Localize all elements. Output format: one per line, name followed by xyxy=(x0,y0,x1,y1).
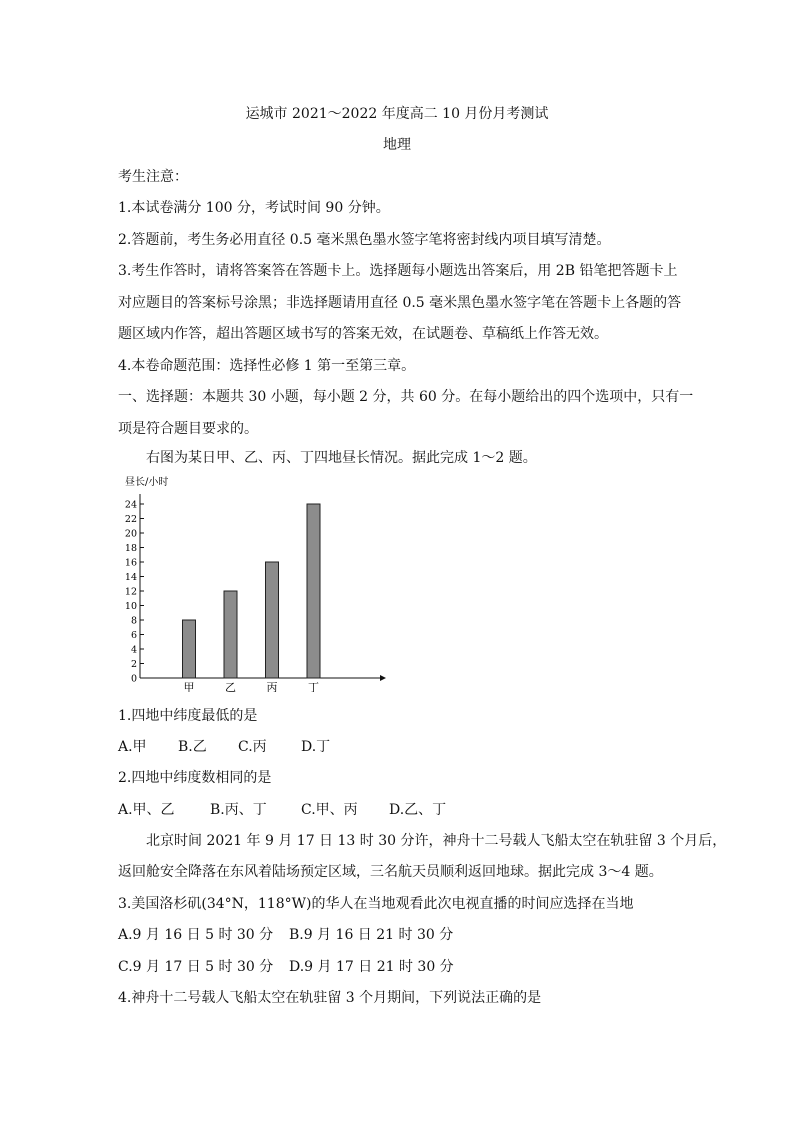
exam-title: 运城市 2021～2022 年度高二 10 月份月考测试 xyxy=(245,106,549,122)
y-tick-label: 6 xyxy=(130,630,137,641)
x-tick-label: 乙 xyxy=(225,681,236,692)
y-tick-label: 22 xyxy=(124,514,137,525)
bars xyxy=(183,504,321,678)
notice-item: 对应题目的答案标号涂黑；非选择题请用直径 0.5 毫米黑色墨水签字笔在答题卡上各题的答 xyxy=(118,295,682,311)
y-tick-label: 20 xyxy=(124,528,137,540)
question-2-options xyxy=(118,800,794,820)
option-b[interactable]: B.乙 xyxy=(178,739,207,755)
option-c[interactable]: C.甲、丙 xyxy=(301,802,358,818)
bar-1 xyxy=(183,620,196,678)
y-tick-label: 10 xyxy=(124,601,137,612)
option-b[interactable]: B.9 月 16 日 21 时 30 分 xyxy=(289,927,454,943)
notice-item: 2.答题前，考生务必用直径 0.5 毫米黑色墨水签字笔将密封线内项目填写清楚。 xyxy=(118,232,611,248)
option-d[interactable]: D.9 月 17 日 21 时 30 分 xyxy=(289,959,454,975)
option-d[interactable]: D.丁 xyxy=(301,739,331,755)
group-intro-cont: 返回舱安全降落在东风着陆场预定区域，三名航天员顺利返回地球。据此完成 3～4 题。 xyxy=(118,864,663,880)
notice-heading: 考生注意： xyxy=(118,169,188,185)
group-intro: 右图为某日甲、乙、丙、丁四地昼长情况。据此完成 1～2 题。 xyxy=(146,450,537,466)
y-tick-label: 0 xyxy=(130,673,137,685)
y-tick-label: 16 xyxy=(124,557,137,569)
y-tick-label: 2 xyxy=(130,659,137,670)
y-axis-label: 昼长/小时 xyxy=(125,477,169,488)
question-3-options-row2 xyxy=(118,957,794,977)
option-d[interactable]: D.乙、丁 xyxy=(389,802,447,818)
y-ticks xyxy=(125,500,144,685)
y-tick-label: 4 xyxy=(130,644,137,656)
y-tick-label: 18 xyxy=(124,543,137,554)
option-c[interactable]: C.丙 xyxy=(238,739,267,755)
question-1-options xyxy=(118,737,794,757)
y-tick-label: 12 xyxy=(124,586,137,598)
y-tick-label: 8 xyxy=(130,615,137,627)
x-tick-label: 丙 xyxy=(266,681,278,692)
option-b[interactable]: B.丙、丁 xyxy=(210,802,267,818)
subject-title: 地理 xyxy=(383,137,411,153)
section-heading-cont: 项是符合题目要求的。 xyxy=(118,421,258,437)
bar-2 xyxy=(224,591,237,678)
question-2-stem: 2.四地中纬度数相同的是 xyxy=(118,770,272,786)
x-axis-arrow xyxy=(380,675,386,681)
notice-item: 4.本卷命题范围：选择性必修 1 第一至第三章。 xyxy=(118,358,416,374)
y-tick-label: 14 xyxy=(124,572,137,583)
question-4-stem: 4.神舟十二号载人飞船太空在轨驻留 3 个月期间，下列说法正确的是 xyxy=(118,990,542,1006)
y-tick-label: 24 xyxy=(124,499,137,511)
bar-4 xyxy=(307,504,320,678)
option-a[interactable]: A.甲 xyxy=(118,739,147,755)
option-a[interactable]: A.甲、乙 xyxy=(118,802,175,818)
x-tick-labels xyxy=(184,681,320,692)
bar-3 xyxy=(266,562,279,678)
section-heading: 一、选择题：本题共 30 小题，每小题 2 分，共 60 分。在每小题给出的四个选项中，只有一 xyxy=(118,389,694,405)
option-a[interactable]: A.9 月 16 日 5 时 30 分 xyxy=(118,927,274,943)
notice-item: 3.考生作答时，请将答案答在答题卡上。选择题每小题选出答案后，用 2B 铅笔把答题卡上 xyxy=(118,263,678,279)
question-3-options-row1 xyxy=(118,925,794,945)
x-tick-label: 丁 xyxy=(308,681,319,692)
group-intro: 北京时间 2021 年 9 月 17 日 13 时 30 分许，神舟十二号载人飞船太空在轨驻留 3 个月后， xyxy=(146,833,727,849)
question-1-stem: 1.四地中纬度最低的是 xyxy=(118,708,258,724)
notice-item: 题区域内作答，超出答题区域书写的答案无效，在试题卷、草稿纸上作答无效。 xyxy=(118,326,608,342)
option-c[interactable]: C.9 月 17 日 5 时 30 分 xyxy=(118,959,274,975)
notice-item: 1.本试卷满分 100 分，考试时间 90 分钟。 xyxy=(118,200,390,216)
day-length-bar-chart xyxy=(118,474,398,692)
question-3-stem: 3.美国洛杉矶(34°N，118°W)的华人在当地观看此次电视直播的时间应选择在当地 xyxy=(118,896,634,912)
x-tick-label: 甲 xyxy=(183,681,195,692)
